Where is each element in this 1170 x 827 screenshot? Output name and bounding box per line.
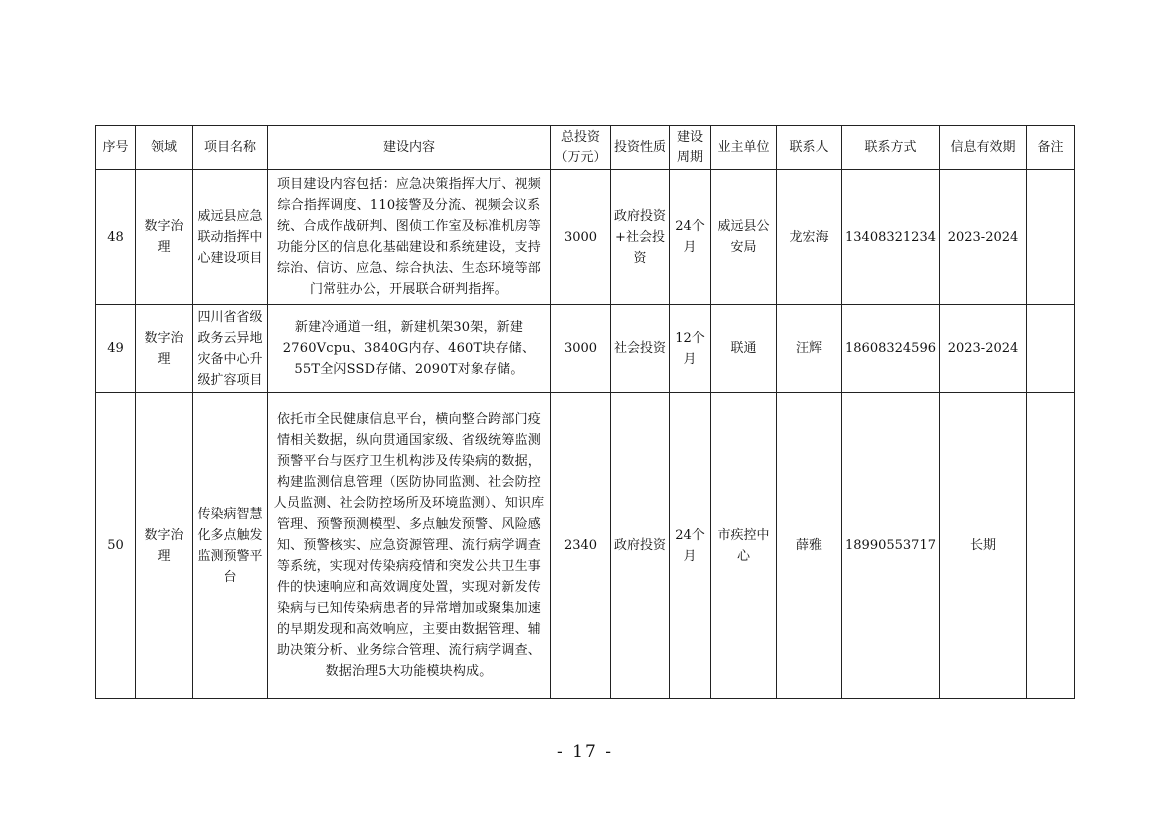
cell-name: 传染病智慧化多点触发监测预警平台: [193, 393, 268, 699]
cell-remark: [1027, 170, 1075, 305]
cell-phone: 18990553717: [842, 393, 940, 699]
page-number: - 17 -: [557, 742, 613, 762]
header-owner: 业主单位: [711, 126, 777, 170]
header-name: 项目名称: [193, 126, 268, 170]
cell-owner: 联通: [711, 305, 777, 393]
table-row: [96, 393, 1075, 699]
cell-validity: 2023-2024: [940, 305, 1027, 393]
cell-content: 项目建设内容包括：应急决策指挥大厅、视频综合指挥调度、110接警及分流、视频会议系统、合成作战研判、图侦工作室及标准机房等功能分区的信息化基础建设和系统建设，支持综治、信访、应急、综合执法、生态环境等部门常驻办公，开展联合研判指挥。: [268, 170, 551, 305]
header-nature: 投资性质: [611, 126, 670, 170]
header-remark: 备注: [1027, 126, 1075, 170]
header-investment: 总投资（万元）: [551, 126, 611, 170]
cell-investment: 3000: [551, 305, 611, 393]
cell-period: 12个月: [670, 305, 711, 393]
cell-period: 24个月: [670, 393, 711, 699]
cell-contact: 薛雅: [777, 393, 842, 699]
cell-phone: 18608324596: [842, 305, 940, 393]
cell-no: 49: [96, 305, 136, 393]
cell-content: 依托市全民健康信息平台，横向整合跨部门疫情相关数据，纵向贯通国家级、省级统筹监测预警平台与医疗卫生机构涉及传染病的数据，构建监测信息管理（医防协同监测、社会防控人员监测、社会防控场所及环境监测）、知识库管理、预警预测模型、多点触发预警、风险感知、预警核实、应急资源管理、流行病学调查等系统，实现对传染病疫情和突发公共卫生事件的快速响应和高效调度处置，实现对新发传染病与已知传染病患者的异常增加或聚集加速的早期发现和高效响应，主要由数据管理、辅助决策分析、业务综合管理、流行病学调查、数据治理5大功能模块构成。: [268, 393, 551, 699]
cell-period: 24个月: [670, 170, 711, 305]
cell-name: 威远县应急联动指挥中心建设项目: [193, 170, 268, 305]
cell-contact: 汪辉: [777, 305, 842, 393]
cell-field: 数字治理: [136, 393, 193, 699]
table-row: [96, 170, 1075, 305]
header-no: 序号: [96, 126, 136, 170]
cell-owner: 市疾控中心: [711, 393, 777, 699]
cell-nature: 政府投资+社会投资: [611, 170, 670, 305]
header-field: 领域: [136, 126, 193, 170]
cell-nature: 政府投资: [611, 393, 670, 699]
table-header-row: [96, 126, 1075, 170]
cell-field: 数字治理: [136, 305, 193, 393]
project-table: [95, 125, 1075, 699]
cell-contact: 龙宏海: [777, 170, 842, 305]
cell-content: 新建冷通道一组，新建机架30架，新建2760Vcpu、3840G内存、460T块存储、55T全闪SSD存储、2090T对象存储。: [268, 305, 551, 393]
cell-investment: 3000: [551, 170, 611, 305]
header-validity: 信息有效期: [940, 126, 1027, 170]
table-row: [96, 305, 1075, 393]
cell-remark: [1027, 305, 1075, 393]
header-phone: 联系方式: [842, 126, 940, 170]
header-period: 建设周期: [670, 126, 711, 170]
cell-validity: 长期: [940, 393, 1027, 699]
header-contact: 联系人: [777, 126, 842, 170]
cell-field: 数字治理: [136, 170, 193, 305]
header-content: 建设内容: [268, 126, 551, 170]
cell-investment: 2340: [551, 393, 611, 699]
cell-no: 50: [96, 393, 136, 699]
cell-no: 48: [96, 170, 136, 305]
cell-remark: [1027, 393, 1075, 699]
cell-owner: 威远县公安局: [711, 170, 777, 305]
cell-nature: 社会投资: [611, 305, 670, 393]
cell-phone: 13408321234: [842, 170, 940, 305]
cell-validity: 2023-2024: [940, 170, 1027, 305]
cell-name: 四川省省级政务云异地灾备中心升级扩容项目: [193, 305, 268, 393]
